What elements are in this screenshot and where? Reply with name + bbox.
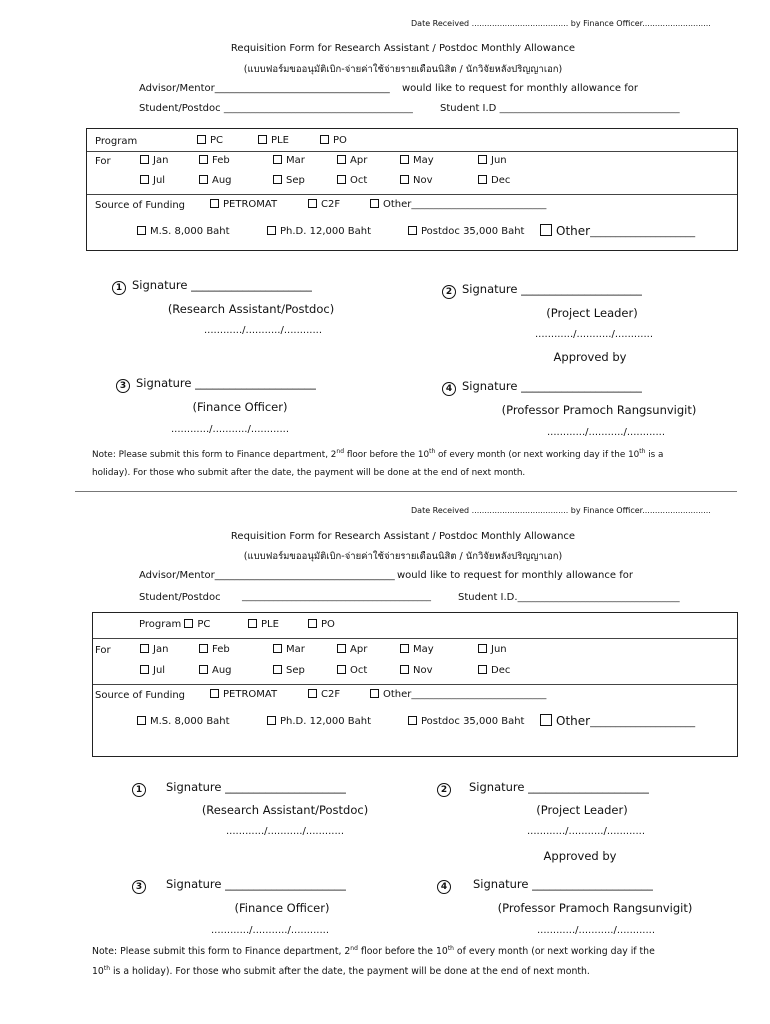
checkbox[interactable] bbox=[540, 224, 552, 236]
option-label: Mar bbox=[286, 155, 305, 166]
request-text: would like to request for monthly allowance for bbox=[402, 83, 638, 94]
checkbox[interactable] bbox=[140, 155, 149, 164]
month-nov[interactable] bbox=[400, 175, 433, 186]
role-fo: (Finance Officer) bbox=[234, 901, 330, 915]
signature-label: Signature bbox=[136, 376, 192, 390]
option-label: Ph.D. 12,000 Baht bbox=[280, 716, 372, 727]
date-received: Date Received ...................................... by Finance Officer........................... bbox=[411, 506, 711, 515]
checkbox[interactable] bbox=[540, 714, 552, 726]
signature-prof bbox=[442, 379, 642, 396]
program-option-pc[interactable] bbox=[184, 619, 193, 628]
checkbox[interactable] bbox=[478, 644, 487, 653]
month-dec[interactable] bbox=[478, 665, 510, 676]
for-label: For bbox=[95, 645, 111, 656]
advisor-row bbox=[139, 570, 395, 581]
checkbox[interactable] bbox=[408, 716, 417, 725]
number-one-icon: 1 bbox=[132, 783, 146, 797]
funding-other[interactable] bbox=[370, 689, 546, 700]
checkbox[interactable] bbox=[320, 135, 329, 144]
program-option-pc[interactable] bbox=[197, 135, 223, 146]
checkbox[interactable] bbox=[137, 716, 146, 725]
student-label: Student/Postdoc bbox=[139, 103, 221, 114]
degree-phd[interactable] bbox=[267, 226, 371, 237]
option-label: Mar bbox=[286, 644, 305, 655]
funding-petromat[interactable] bbox=[210, 689, 277, 700]
option-label: Nov bbox=[413, 665, 433, 676]
option-label: Ph.D. 12,000 Baht bbox=[280, 226, 372, 237]
note: Note: Please submit this form to Finance department, 2nd floor before the 10th of every month (or next working day if the bbox=[92, 945, 655, 958]
date-field-fo[interactable]: ............/.........../............ bbox=[171, 424, 289, 435]
signature-field[interactable]: _____________________ bbox=[195, 376, 316, 390]
degree-other-field[interactable]: _____________________ bbox=[590, 227, 696, 238]
checkbox[interactable] bbox=[408, 226, 417, 235]
checkbox[interactable] bbox=[267, 716, 276, 725]
degree-other[interactable] bbox=[540, 714, 695, 728]
option-label: Jun bbox=[491, 644, 507, 655]
option-label: Oct bbox=[350, 665, 368, 676]
number-one-icon: 1 bbox=[112, 281, 126, 295]
month-mar[interactable] bbox=[273, 155, 305, 166]
form-title: Requisition Form for Research Assistant / Postdoc Monthly Allowance bbox=[230, 43, 576, 54]
number-four-icon: 4 bbox=[442, 382, 456, 396]
month-sep[interactable] bbox=[273, 175, 305, 186]
signature-fo bbox=[116, 376, 316, 393]
option-label: Jul bbox=[153, 175, 166, 186]
month-oct[interactable] bbox=[337, 175, 367, 186]
student-id-field[interactable]: ____________________________________ bbox=[517, 593, 680, 603]
option-label: PETROMAT bbox=[223, 689, 278, 700]
program-label: Program bbox=[95, 136, 138, 147]
role-prof: (Professor Pramoch Rangsunvigit) bbox=[501, 403, 697, 417]
for-label: For bbox=[95, 156, 111, 167]
month-feb[interactable] bbox=[199, 644, 230, 655]
month-mar[interactable] bbox=[273, 644, 305, 655]
signature-pl bbox=[437, 780, 649, 797]
option-label: Apr bbox=[350, 155, 368, 166]
request-text: would like to request for monthly allowance for bbox=[397, 570, 633, 581]
option-label: M.S. 8,000 Baht bbox=[150, 226, 230, 237]
option-label: Sep bbox=[286, 665, 305, 676]
student-id-label: Student I.D. bbox=[458, 592, 518, 603]
degree-postdoc[interactable] bbox=[408, 716, 524, 727]
form-title-thai: (แบบฟอร์มขออนุมัติเบิก-จ่ายค่าใช้จ่ายรายเดือนนิสิต / นักวิจัยหลังปริญญาเอก) bbox=[243, 64, 563, 75]
month-jul[interactable] bbox=[140, 175, 165, 186]
number-two-icon: 2 bbox=[437, 783, 451, 797]
option-label: Apr bbox=[350, 644, 368, 655]
option-label: PO bbox=[333, 135, 347, 146]
checkbox[interactable] bbox=[400, 155, 409, 164]
number-three-icon: 3 bbox=[132, 880, 146, 894]
signature-label: Signature bbox=[166, 780, 222, 794]
degree-ms[interactable] bbox=[137, 716, 230, 727]
student-label: Student/Postdoc bbox=[139, 592, 221, 603]
checkbox[interactable] bbox=[478, 665, 487, 674]
checkbox[interactable] bbox=[199, 175, 208, 184]
option-label: C2F bbox=[321, 689, 341, 700]
option-label: Postdoc 35,000 Baht bbox=[421, 226, 525, 237]
checkbox[interactable] bbox=[400, 175, 409, 184]
table-divider bbox=[87, 194, 737, 195]
advisor-field[interactable]: ____________________________________ bbox=[214, 570, 395, 581]
student-field[interactable]: __________________________________________ bbox=[242, 592, 431, 602]
signature-label: Signature bbox=[166, 877, 222, 891]
checkbox[interactable] bbox=[197, 135, 206, 144]
checkbox[interactable] bbox=[337, 175, 346, 184]
signature-label: Signature bbox=[462, 282, 518, 296]
program-row bbox=[139, 619, 210, 630]
checkbox[interactable] bbox=[337, 644, 346, 653]
option-label: Dec bbox=[491, 175, 511, 186]
form-title-thai: (แบบฟอร์มขออนุมัติเบิก-จ่ายค่าใช้จ่ายรายเดือนนิสิต / นักวิจัยหลังปริญญาเอก) bbox=[243, 551, 563, 562]
number-two-icon: 2 bbox=[442, 285, 456, 299]
signature-field[interactable]: _____________________ bbox=[521, 379, 642, 393]
checkbox[interactable] bbox=[140, 175, 149, 184]
student-id-row bbox=[440, 103, 680, 114]
role-fo: (Finance Officer) bbox=[192, 400, 288, 414]
month-jun[interactable] bbox=[478, 644, 507, 655]
month-feb[interactable] bbox=[199, 155, 230, 166]
month-apr[interactable] bbox=[337, 644, 367, 655]
month-apr[interactable] bbox=[337, 155, 367, 166]
date-field-ra[interactable]: ............/.........../............ bbox=[204, 325, 322, 336]
checkbox[interactable] bbox=[140, 665, 149, 674]
role-ra: (Research Assistant/Postdoc) bbox=[167, 302, 335, 316]
table-divider bbox=[93, 684, 737, 685]
option-label: Feb bbox=[212, 644, 230, 655]
degree-postdoc[interactable] bbox=[408, 226, 524, 237]
table-divider bbox=[93, 638, 737, 639]
advisor-label: Advisor/Mentor bbox=[139, 83, 215, 94]
number-three-icon: 3 bbox=[116, 379, 130, 393]
checkbox[interactable] bbox=[370, 199, 379, 208]
signature-field[interactable]: _____________________ bbox=[191, 278, 312, 292]
student-id-row bbox=[458, 592, 680, 603]
month-oct[interactable] bbox=[337, 665, 367, 676]
option-label: PLE bbox=[261, 619, 279, 630]
checkbox[interactable] bbox=[273, 175, 282, 184]
role-pl: (Project Leader) bbox=[536, 803, 628, 817]
date-received: Date Received ...................................... by Finance Officer........................... bbox=[411, 19, 711, 28]
checkbox[interactable] bbox=[400, 644, 409, 653]
signature-field[interactable]: _____________________ bbox=[521, 282, 642, 296]
funding-other-field[interactable]: ______________________________ bbox=[411, 200, 547, 210]
checkbox[interactable] bbox=[199, 155, 208, 164]
note: Note: Please submit this form to Finance department, 2nd floor before the 10th of every month (or next working day if the 10th is a bbox=[92, 448, 664, 460]
signature-field[interactable]: _____________________ bbox=[532, 877, 653, 891]
option-label: Sep bbox=[286, 175, 305, 186]
checkbox[interactable] bbox=[308, 689, 317, 698]
date-field-prof[interactable]: ............/.........../............ bbox=[537, 925, 655, 936]
checkbox[interactable] bbox=[267, 226, 276, 235]
month-jan[interactable] bbox=[140, 644, 168, 655]
role-pl: (Project Leader) bbox=[546, 306, 638, 320]
option-label: May bbox=[413, 644, 434, 655]
approved-by: Approved by bbox=[553, 350, 627, 364]
signature-label: Signature bbox=[462, 379, 518, 393]
option-label: PC bbox=[210, 135, 224, 146]
checkbox[interactable] bbox=[308, 199, 317, 208]
option-label: Nov bbox=[413, 175, 433, 186]
checkbox[interactable] bbox=[258, 135, 267, 144]
checkbox[interactable] bbox=[210, 199, 219, 208]
checkbox[interactable] bbox=[273, 665, 282, 674]
checkbox[interactable] bbox=[308, 619, 317, 628]
checkbox[interactable] bbox=[400, 665, 409, 674]
table-divider bbox=[87, 151, 737, 152]
advisor-field[interactable]: ___________________________________ bbox=[214, 83, 390, 94]
funding-label: Source of Funding bbox=[95, 690, 186, 701]
checkbox[interactable] bbox=[248, 619, 257, 628]
funding-other-field[interactable]: ______________________________ bbox=[411, 690, 547, 700]
signature-label: Signature bbox=[469, 780, 525, 794]
advisor-row bbox=[139, 83, 390, 94]
option-label: Jul bbox=[153, 665, 166, 676]
funding-c2f[interactable] bbox=[308, 199, 340, 210]
signature-field[interactable]: _____________________ bbox=[528, 780, 649, 794]
signature-prof bbox=[437, 877, 653, 894]
month-jul[interactable] bbox=[140, 665, 165, 676]
signature-label: Signature bbox=[132, 278, 188, 292]
funding-other[interactable] bbox=[370, 199, 546, 210]
role-prof: (Professor Pramoch Rangsunvigit) bbox=[497, 901, 693, 915]
degree-phd[interactable] bbox=[267, 716, 371, 727]
option-label: C2F bbox=[321, 199, 341, 210]
signature-fo bbox=[132, 877, 346, 894]
month-jun[interactable] bbox=[478, 155, 507, 166]
date-field-pl[interactable]: ............/.........../............ bbox=[527, 826, 645, 837]
funding-c2f[interactable] bbox=[308, 689, 340, 700]
signature-pl bbox=[442, 282, 642, 299]
degree-other[interactable] bbox=[540, 224, 695, 238]
option-label: PC bbox=[197, 619, 211, 630]
checkbox[interactable] bbox=[273, 155, 282, 164]
number-four-icon: 4 bbox=[437, 880, 451, 894]
funding-label: Source of Funding bbox=[95, 200, 186, 211]
option-label: Other bbox=[556, 224, 591, 238]
checkbox[interactable] bbox=[478, 155, 487, 164]
note-line-2: holiday). For those who submit after the date, the payment will be done at the end of next month. bbox=[92, 468, 526, 478]
checkbox[interactable] bbox=[137, 226, 146, 235]
option-label: PLE bbox=[271, 135, 289, 146]
option-label: Oct bbox=[350, 175, 368, 186]
month-dec[interactable] bbox=[478, 175, 510, 186]
checkbox[interactable] bbox=[199, 665, 208, 674]
date-field-ra[interactable]: ............/.........../............ bbox=[226, 826, 344, 837]
month-sep[interactable] bbox=[273, 665, 305, 676]
option-label: May bbox=[413, 155, 434, 166]
checkbox[interactable] bbox=[210, 689, 219, 698]
option-label: Other bbox=[383, 199, 412, 210]
option-label: PETROMAT bbox=[223, 199, 278, 210]
checkbox[interactable] bbox=[337, 155, 346, 164]
option-label: Dec bbox=[491, 665, 511, 676]
student-id-field[interactable]: ________________________________________ bbox=[499, 104, 680, 114]
month-may[interactable] bbox=[400, 644, 434, 655]
month-nov[interactable] bbox=[400, 665, 433, 676]
note-line-2: 10th is a holiday). For those who submit after the date, the payment will be done at the end of next month. bbox=[92, 965, 590, 978]
signature-ra bbox=[132, 780, 346, 797]
option-label: Aug bbox=[212, 175, 232, 186]
option-label: Jan bbox=[153, 644, 169, 655]
checkbox[interactable] bbox=[370, 689, 379, 698]
option-label: Postdoc 35,000 Baht bbox=[421, 716, 525, 727]
month-jan[interactable] bbox=[140, 155, 168, 166]
student-field[interactable]: __________________________________________ bbox=[223, 104, 413, 114]
form-title: Requisition Form for Research Assistant / Postdoc Monthly Allowance bbox=[230, 531, 576, 542]
option-label: Jan bbox=[153, 155, 169, 166]
program-option-ple[interactable] bbox=[248, 619, 279, 630]
date-field-prof[interactable]: ............/.........../............ bbox=[547, 427, 665, 438]
checkbox[interactable] bbox=[140, 644, 149, 653]
checkbox[interactable] bbox=[478, 175, 487, 184]
program-option-po[interactable] bbox=[308, 619, 335, 630]
checkbox[interactable] bbox=[337, 665, 346, 674]
date-field-pl[interactable]: ............/.........../............ bbox=[535, 329, 653, 340]
program-option-po[interactable] bbox=[320, 135, 347, 146]
advisor-label: Advisor/Mentor bbox=[139, 570, 215, 581]
date-field-fo[interactable]: ............/.........../............ bbox=[211, 925, 329, 936]
program-label: Program bbox=[139, 619, 182, 630]
month-may[interactable] bbox=[400, 155, 434, 166]
option-label: Jun bbox=[491, 155, 507, 166]
signature-ra bbox=[112, 278, 312, 295]
funding-petromat[interactable] bbox=[210, 199, 277, 210]
option-label: PO bbox=[321, 619, 335, 630]
option-label: Other bbox=[383, 689, 412, 700]
approved-by: Approved by bbox=[543, 849, 617, 863]
student-row bbox=[139, 103, 413, 114]
program-option-ple[interactable] bbox=[258, 135, 289, 146]
cut-line bbox=[75, 491, 737, 492]
month-aug[interactable] bbox=[199, 665, 232, 676]
option-label: Other bbox=[556, 714, 591, 728]
option-label: Aug bbox=[212, 665, 232, 676]
student-id-label: Student I.D bbox=[440, 103, 497, 114]
signature-label: Signature bbox=[473, 877, 529, 891]
month-aug[interactable] bbox=[199, 175, 232, 186]
checkbox[interactable] bbox=[273, 644, 282, 653]
signature-field[interactable]: _____________________ bbox=[225, 780, 346, 794]
checkbox[interactable] bbox=[199, 644, 208, 653]
role-ra: (Research Assistant/Postdoc) bbox=[201, 803, 369, 817]
option-label: Feb bbox=[212, 155, 230, 166]
degree-ms[interactable] bbox=[137, 226, 230, 237]
signature-field[interactable]: _____________________ bbox=[225, 877, 346, 891]
option-label: M.S. 8,000 Baht bbox=[150, 716, 230, 727]
degree-other-field[interactable]: _____________________ bbox=[590, 717, 696, 728]
